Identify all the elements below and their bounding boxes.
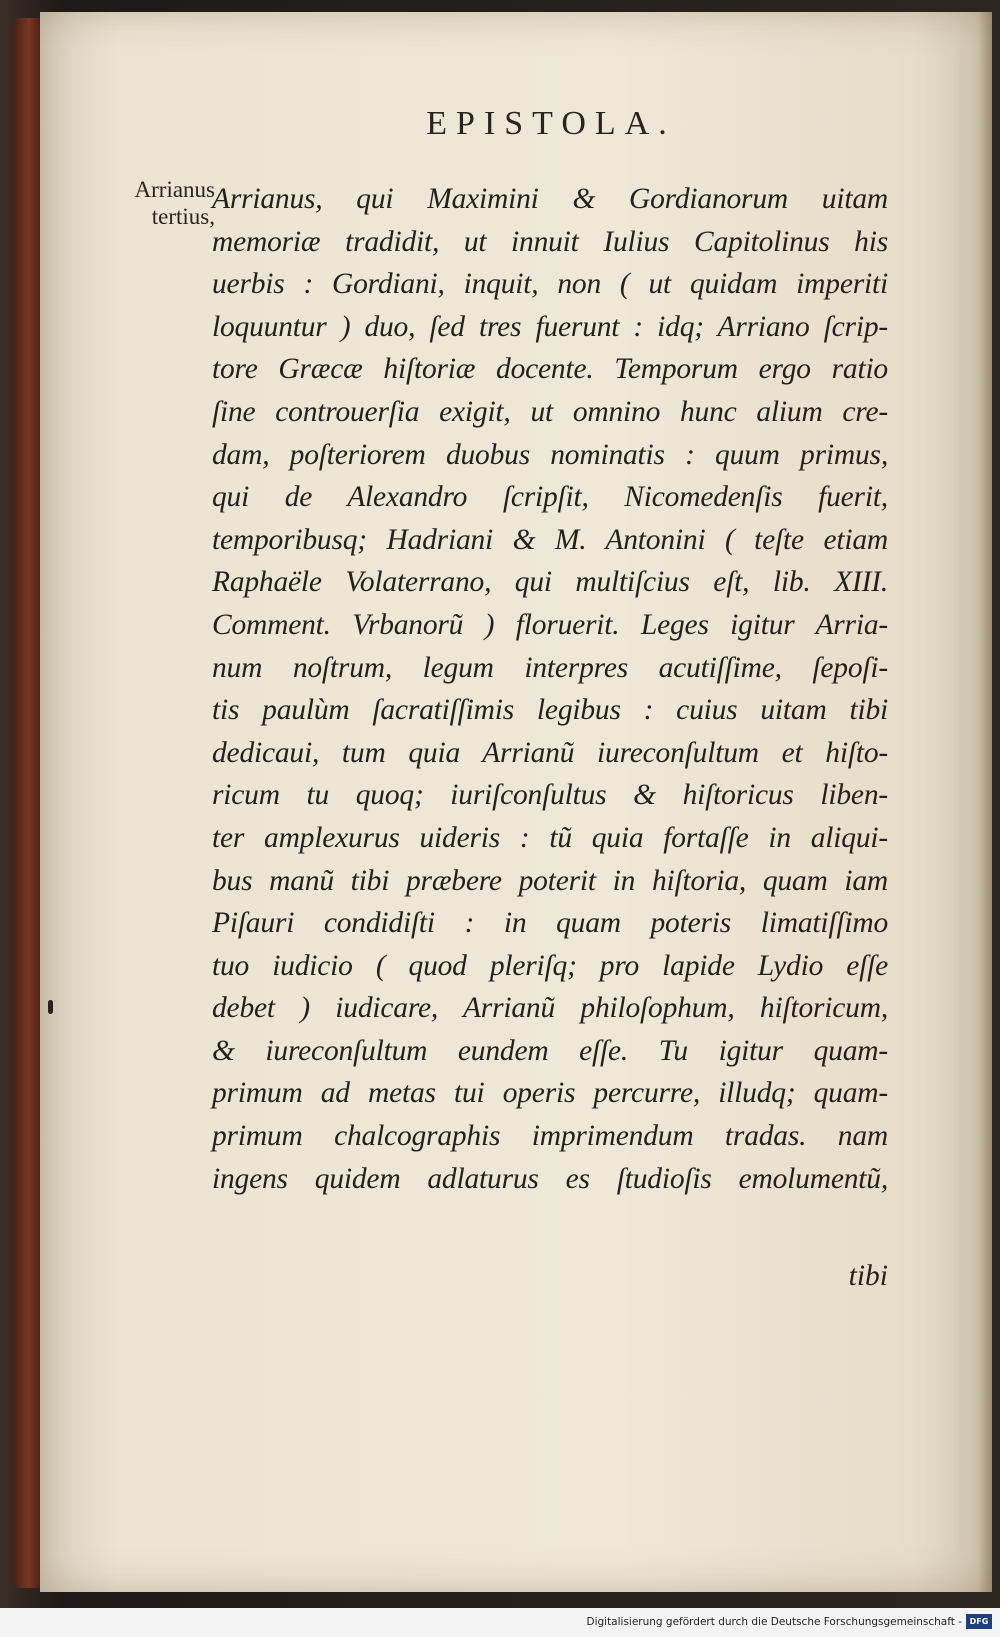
text-line: uerbis : Gordiani, inquit, non ( ut quidam imperiti — [212, 268, 888, 301]
text-line: ſine controuerſia exigit, ut omnino hunc alium cre- — [212, 395, 888, 428]
text-line: ter amplexurus uideris : tũ quia fortaſſe in aliqui- — [212, 821, 888, 854]
funding-notice: Digitalisierung gefördert durch die Deutsche Forschungsgemeinschaft - — [586, 1616, 962, 1628]
page-header: EPISTOLA. — [426, 105, 676, 142]
text-line: loquuntur ) duo, ſed tres fuerunt : idq; Arriano ſcrip- — [212, 310, 888, 343]
text-line: & iureconſultum eundem eſſe. Tu igitur quam- — [212, 1034, 888, 1067]
text-line: tuo iudicio ( quod pleriſq; pro lapide Lydio eſſe — [212, 949, 888, 982]
text-line: dam, poſteriorem duobus nominatis : quum primus, — [212, 438, 888, 471]
marginal-note-line: tertius, — [151, 204, 215, 229]
text-line: num noſtrum, legum interpres acutiſſime, ſepoſi- — [212, 651, 888, 684]
catchword: tibi — [848, 1260, 888, 1292]
text-line: ricum tu quoq; iuriſconſultus & hiſtoricus liben- — [212, 779, 888, 812]
marginal-note-line: Arrianus — [134, 177, 215, 202]
marginal-note — [95, 176, 215, 230]
text-line: ingens quidem adlaturus es ſtudioſis emolumentũ, — [212, 1162, 888, 1195]
text-line: dedicaui, tum quia Arrianũ iureconſultum et hiſto- — [212, 736, 888, 769]
ink-spot — [48, 1000, 53, 1014]
text-line: bus manũ tibi præbere poterit in hiſtoria, quam iam — [212, 864, 888, 897]
text-line: temporibusq; Hadriani & M. Antonini ( teſte etiam — [212, 523, 888, 556]
text-line: Piſauri condidiſti : in quam poteris limatiſſimo — [212, 907, 888, 940]
digitization-footer — [0, 1608, 1000, 1637]
text-line: debet ) iudicare, Arrianũ philoſophum, hiſtoricum, — [212, 992, 888, 1025]
text-line: memoriæ tradidit, ut innuit Iulius Capitolinus his — [212, 225, 888, 258]
text-line: qui de Alexandro ſcripſit, Nicomedenſis fuerit, — [212, 481, 888, 514]
page-edge-shadow — [978, 12, 992, 1592]
text-line: tis paulùm ſacratiſſimis legibus : cuius uitam tibi — [212, 694, 888, 727]
text-line: Arrianus, qui Maximini & Gordianorum uitam — [212, 183, 888, 215]
dfg-logo: DFG — [966, 1614, 992, 1629]
text-line: Comment. Vrbanorũ ) floruerit. Leges igitur Arria- — [212, 608, 888, 641]
text-line: primum ad metas tui operis percurre, illudq; quam- — [212, 1077, 888, 1110]
text-line: tore Græcæ hiſtoriæ docente. Temporum ergo ratio — [212, 353, 888, 386]
text-line: primum chalcographis imprimendum tradas. nam — [212, 1120, 888, 1153]
text-line: Raphaële Volaterrano, qui multiſcius eſt, lib. XIII. — [212, 566, 888, 599]
body-text — [212, 178, 888, 1200]
